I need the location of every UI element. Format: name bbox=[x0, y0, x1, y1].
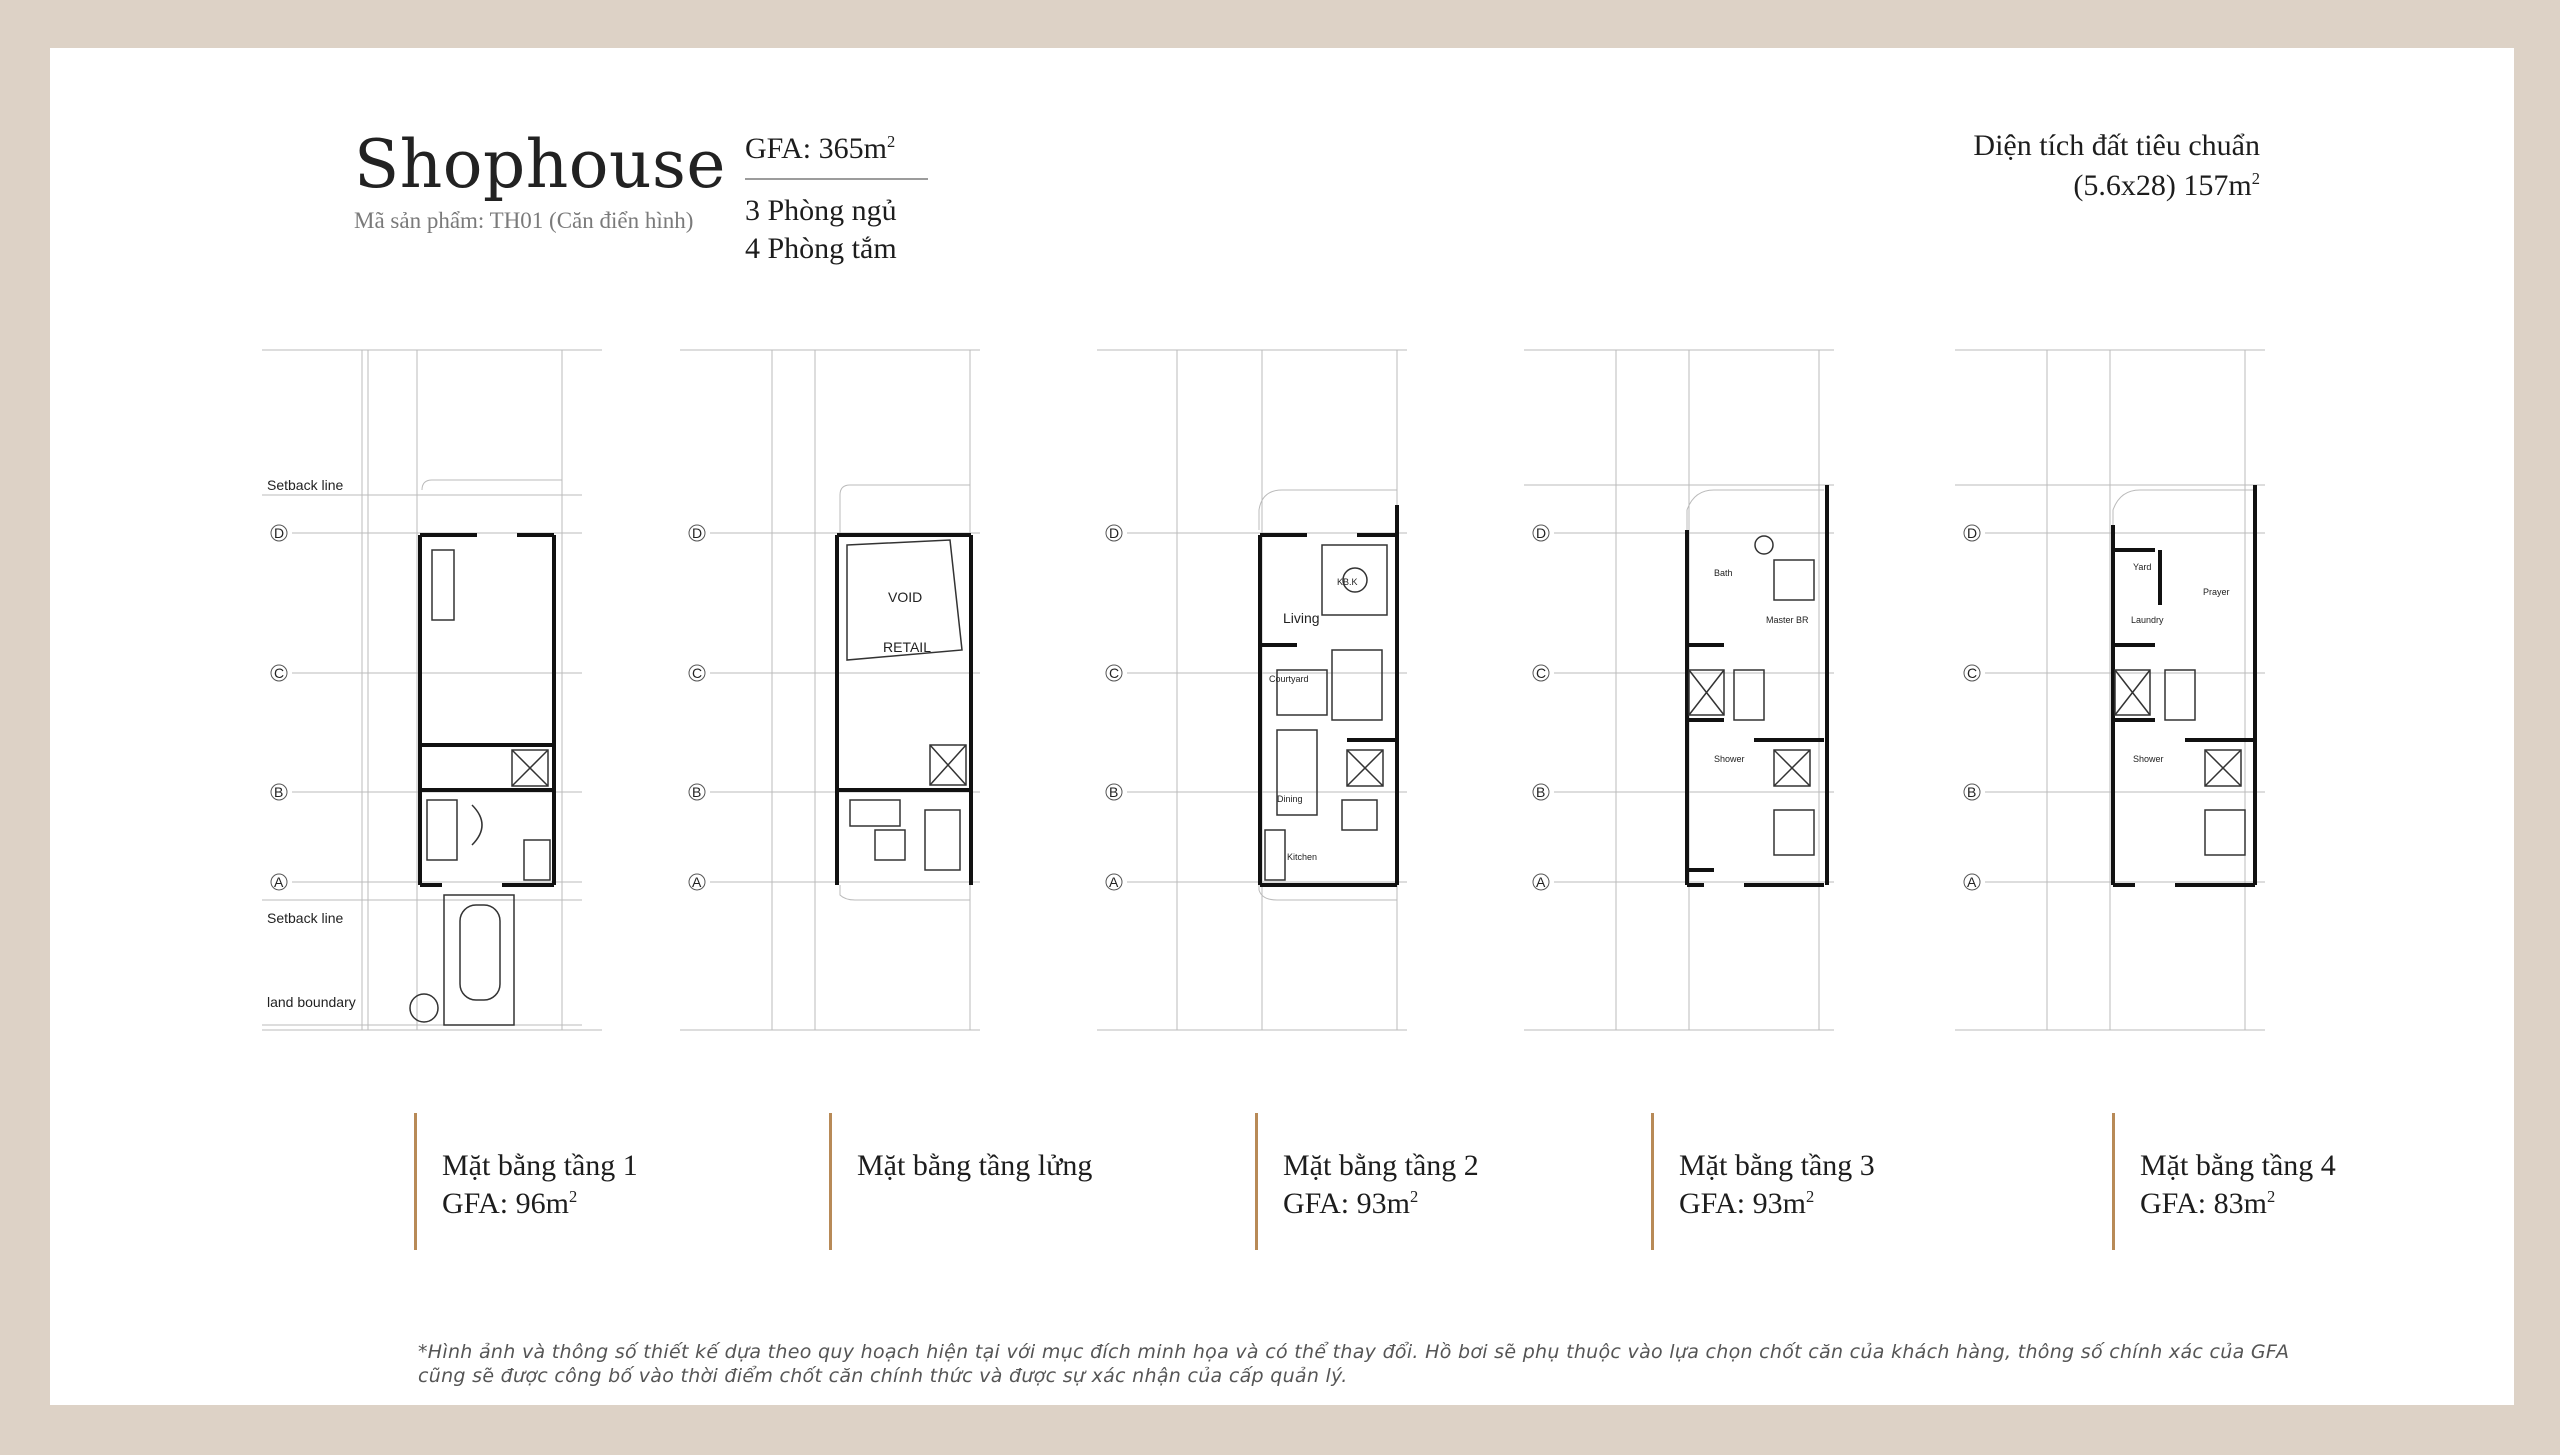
floor-plan-3 bbox=[1097, 340, 1417, 1040]
land-area-label: Diện tích đất tiêu chuẩn bbox=[1973, 129, 2260, 162]
land-area bbox=[1973, 126, 2260, 206]
room-summary bbox=[745, 192, 897, 268]
total-gfa bbox=[745, 132, 895, 166]
total-gfa-unit-sup: 2 bbox=[886, 132, 896, 151]
land-area-dimensions: (5.6x28) 157m bbox=[2073, 169, 2252, 202]
floor-3-gfa bbox=[1679, 1185, 1875, 1223]
floor-plan-2-drawing bbox=[680, 340, 1000, 1040]
prayer-label: Prayer bbox=[2203, 587, 2230, 597]
grid-c-label: C bbox=[1536, 665, 1547, 681]
grid-b-label: B bbox=[692, 784, 702, 800]
shower-label: Shower bbox=[2133, 754, 2164, 764]
floor-2-name: Mặt bằng tầng 2 bbox=[1283, 1149, 1479, 1182]
floor-label-2 bbox=[1255, 1113, 1479, 1250]
yard-label: Yard bbox=[2133, 562, 2152, 572]
kbk-label: KB.K bbox=[1337, 577, 1358, 587]
floor-plan-4 bbox=[1524, 340, 1844, 1040]
floor-label-1 bbox=[414, 1113, 638, 1250]
floor-plan-2 bbox=[680, 340, 1000, 1040]
land-boundary-label: land boundary bbox=[267, 994, 356, 1010]
bedroom-count: 3 Phòng ngủ bbox=[745, 194, 897, 227]
floor-4-gfa-value: GFA: 83m bbox=[2140, 1187, 2267, 1220]
void-label: VOID bbox=[888, 589, 923, 605]
setback-line-bottom-label: Setback line bbox=[267, 910, 344, 926]
disclaimer-note: *Hình ảnh và thông số thiết kế dựa theo quy hoạch hiện tại với mục đích minh họa và có thể thay đổi. Hồ bơi sẽ phụ thuộc vào lựa chọn chốt căn của khách hàng, thông số chính xác của GFA cũng sẽ được công bố vào thời điểm chốt căn chính thức và được sự xác nhận của cấp quản lý. bbox=[418, 1341, 2290, 1387]
floor-label-4 bbox=[2112, 1113, 2336, 1250]
bathroom-count: 4 Phòng tắm bbox=[745, 232, 897, 265]
grid-a-label: A bbox=[1967, 874, 1977, 890]
floor-mezzanine-name: Mặt bằng tầng lửng bbox=[857, 1149, 1093, 1182]
floor-3-name: Mặt bằng tầng 3 bbox=[1679, 1149, 1875, 1182]
grid-b-label: B bbox=[1967, 784, 1977, 800]
grid-d-label: D bbox=[692, 525, 703, 541]
grid-b-label: B bbox=[274, 784, 284, 800]
grid-a-label: A bbox=[1109, 874, 1119, 890]
dining-label: Dining bbox=[1277, 794, 1303, 804]
floor-plan-1 bbox=[262, 340, 602, 1040]
floor-4-gfa-sup: 2 bbox=[2266, 1187, 2276, 1206]
floor-plan-5 bbox=[1955, 340, 2275, 1040]
land-area-unit-sup: 2 bbox=[2251, 169, 2260, 188]
bath-label: Bath bbox=[1714, 568, 1733, 578]
floor-4-gfa bbox=[2140, 1185, 2336, 1223]
floor-plan-5-drawing bbox=[1955, 340, 2275, 1040]
land-area-value bbox=[1973, 166, 2260, 206]
grid-c-label: C bbox=[1967, 665, 1978, 681]
grid-a-label: A bbox=[1536, 874, 1546, 890]
floor-3-gfa-sup: 2 bbox=[1805, 1187, 1815, 1206]
kitchen-label: Kitchen bbox=[1287, 852, 1318, 862]
laundry-label: Laundry bbox=[2131, 615, 2164, 625]
floor-4-name: Mặt bằng tầng 4 bbox=[2140, 1149, 2336, 1182]
grid-c-label: C bbox=[1109, 665, 1120, 681]
master-br-label: Master BR bbox=[1766, 615, 1809, 625]
floor-plan-4-drawing bbox=[1524, 340, 1844, 1040]
gfa-divider bbox=[745, 178, 928, 180]
floor-1-name: Mặt bằng tầng 1 bbox=[442, 1149, 638, 1182]
floor-plan-1-drawing bbox=[262, 340, 602, 1040]
grid-a-label: A bbox=[274, 874, 284, 890]
floor-plan-3-drawing bbox=[1097, 340, 1417, 1040]
grid-d-label: D bbox=[274, 525, 285, 541]
floor-1-gfa-value: GFA: 96m bbox=[442, 1187, 569, 1220]
courtyard-label: Courtyard bbox=[1269, 674, 1309, 684]
retail-label: RETAIL bbox=[883, 639, 931, 655]
shower-label: Shower bbox=[1714, 754, 1745, 764]
floor-3-gfa-value: GFA: 93m bbox=[1679, 1187, 1806, 1220]
product-code: Mã sản phẩm: TH01 (Căn điển hình) bbox=[354, 208, 694, 233]
grid-a-label: A bbox=[692, 874, 702, 890]
page-title: Shophouse bbox=[354, 126, 726, 203]
grid-c-label: C bbox=[692, 665, 703, 681]
floor-label-mezzanine bbox=[829, 1113, 1092, 1250]
floor-2-gfa bbox=[1283, 1185, 1479, 1223]
total-gfa-value: GFA: 365m bbox=[745, 132, 887, 165]
floor-1-gfa bbox=[442, 1185, 638, 1223]
grid-d-label: D bbox=[1967, 525, 1978, 541]
grid-b-label: B bbox=[1109, 784, 1119, 800]
floor-1-gfa-sup: 2 bbox=[568, 1187, 578, 1206]
grid-d-label: D bbox=[1109, 525, 1120, 541]
living-label: Living bbox=[1283, 610, 1320, 626]
setback-line-top-label: Setback line bbox=[267, 477, 344, 493]
grid-c-label: C bbox=[274, 665, 285, 681]
grid-d-label: D bbox=[1536, 525, 1547, 541]
floor-2-gfa-sup: 2 bbox=[1409, 1187, 1419, 1206]
grid-b-label: B bbox=[1536, 784, 1546, 800]
floor-label-3 bbox=[1651, 1113, 1875, 1250]
floor-2-gfa-value: GFA: 93m bbox=[1283, 1187, 1410, 1220]
